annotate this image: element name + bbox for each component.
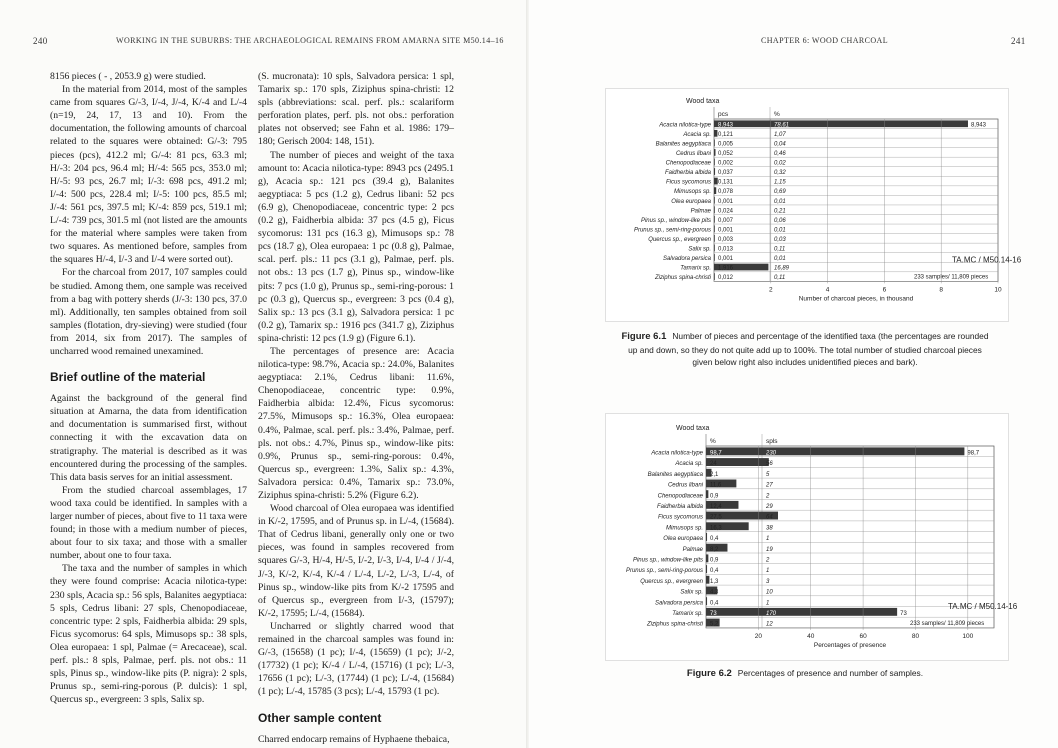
- category-label: Olea europaea: [671, 198, 711, 205]
- site-annotation: TA.MC / M50.14-16: [948, 601, 1018, 611]
- value-label: 0,04: [774, 141, 786, 148]
- bar: [706, 447, 964, 455]
- category-label: Chenopodiaceae: [657, 493, 703, 500]
- value-label: 0,01: [774, 198, 786, 205]
- column-header: %: [710, 438, 716, 445]
- value-label: 0,11: [774, 275, 786, 282]
- value-label: 0,005: [718, 141, 734, 148]
- paragraph: Against the background of the general find situation at Amarna, the data from identification and documentation is summarised first, without connecting it with the excavation data on stratigraphy. The material is described as it was encountered during the processing of the samples. This data basis serves for an initial assessment.: [50, 393, 247, 483]
- category-label: Faidherbia albida: [656, 504, 703, 510]
- figure-label: Figure 6.1: [621, 331, 667, 342]
- value-label: 1,916: [718, 265, 734, 272]
- category-label: Quercus sp., evergreen: [640, 578, 703, 585]
- paragraph: Uncharred or slightly charred wood that remained in the charcoal samples was found in: G/-3, (15658) (1 pc); I/-4, (15659) (1 pc); J/-2, (17732) (1 pc); K/-4 / L/-4, (15716) (1 pc); L/-3, 17656 (1 pc); L/-3, (17744) (1 pc); L/-4, (15684) (1 pc); L/-4, 15785 (3 pcs); L/-4, 15793 (1 pc).: [258, 620, 454, 698]
- section-heading: Other sample content: [258, 710, 382, 725]
- value-label: 0,007: [718, 217, 734, 224]
- text-column-1: [50, 70, 247, 706]
- bar-end-label: 73: [900, 611, 907, 617]
- plot-area: [706, 446, 994, 628]
- category-label: Ficus sycomorus: [657, 514, 703, 521]
- category-label: Acacia sp.: [683, 131, 711, 138]
- figure-6-1-frame: [605, 88, 1022, 322]
- bar: [714, 254, 715, 261]
- value-label: 0,001: [718, 227, 734, 234]
- value-label: 27,5: [710, 514, 722, 521]
- value-label: 0,4: [710, 536, 719, 543]
- running-head-left: WORKING IN THE SUBURBS: THE ARCHAEOLOGICAL REMAINS FROM AMARNA SITE M50.14–16: [116, 36, 504, 45]
- figure-6-1-chart: [606, 89, 1022, 321]
- x-tick-label: 2: [768, 286, 773, 294]
- paragraph: For the charcoal from 2017, 107 samples could be studied. Among them, one sample was received from a bag with pottery sherds (J/-3: 130 pcs, 37.0 ml). Additionally, ten samples obtained from soil samples (flotation, dry-sieving) were studied (four from 2014, six from 2017). The samples of uncharred wood remained unexamined.: [50, 267, 247, 357]
- value-label: 24: [710, 461, 717, 468]
- x-axis-label: Percentages of presence: [813, 641, 887, 649]
- value-label: 1: [766, 568, 770, 575]
- paragraph: Charred endocarp remains of Hyphaene thebaica,: [258, 733, 450, 745]
- bar: [714, 130, 717, 137]
- value-label: 0,03: [774, 236, 786, 243]
- category-label: Quercus sp., evergreen: [648, 236, 711, 243]
- category-label: Salvadora persica: [662, 256, 711, 263]
- category-label: Ziziphus spina-christi: [646, 621, 703, 628]
- value-label: 0,4: [710, 600, 719, 607]
- bar-end-label: 8,943: [970, 122, 986, 129]
- value-label: 1: [766, 536, 770, 543]
- paragraph: In the material from 2014, most of the samples came from squares G/-3, I/-4, J/-4, K/-4 and L/-4 (n=19, 24, 17, 13 and 10). From the documentation, the following amounts of charcoal related to the squares were obtained: G/-3: 795 pieces (pcs), 412.2 ml; G/-4: 81 pcs, 63.3 ml; H/-3: 204 pcs, 96.4 ml; H/-4: 565 pcs, 353.0 ml; H/-5: 93 pcs, 26.7 ml; I/-3: 698 pcs, 491.2 ml; I/-4: 500 pcs, 228.4 ml; I/-5: 100 pcs, 85.5 ml; J/-4: 561 pcs, 397.5 ml; K/-4: 859 pcs, 519.1 ml; L/-4: 739 pcs, 301.5 ml (not listed are the amounts for the material where samples were taken from two squares. As mentioned before, samples from the squares H/-4, I/-3 and I/-4 were sorted out).: [50, 84, 247, 266]
- value-label: 0,001: [718, 256, 734, 263]
- x-tick-label: 8: [939, 286, 944, 294]
- value-label: 0,32: [774, 170, 786, 177]
- chart-title: Wood taxa: [686, 98, 720, 105]
- value-label: 2: [766, 557, 770, 564]
- value-label: 0,02: [774, 160, 786, 167]
- value-label: 38: [766, 525, 773, 532]
- category-label: Salvadora persica: [654, 600, 703, 607]
- bar: [706, 490, 708, 498]
- value-label: 0,9: [710, 557, 719, 564]
- value-label: 0,078: [718, 189, 734, 196]
- bar: [706, 554, 708, 562]
- value-label: 16,89: [774, 265, 790, 272]
- value-label: 98,7: [710, 450, 722, 457]
- value-label: 4,3: [710, 589, 719, 596]
- value-label: 0,01: [774, 256, 786, 263]
- paragraph: The percentages of presence are: Acacia nilotica-type: 98.7%, Acacia sp.: 24.0%, Balanites aegyptiaca: 2.1%, Cedrus libani: 11.6%, Chenopodiaceae, concentric type: 0.9%, Faidherbia albida: 12.4%, Ficus sycomorus: 27.5%, Mimusops sp.: 16.3%, Olea europaea: 0.4%, Palmae, scal. perf. pls.: 3.4%, Palmae, perf. pls. not obs.: 4.7%, Pinus sp., window-like pits: 0.9%, Prunus sp., semi-ring-porous: 0.4%, Quercus sp., evergreen: 1.3%, Salix sp.: 4.3%, Salvadora persica: 0.4%, Tamarix sp.: 73.0%, Ziziphus spina-christi: 5.2% (Figure 6.2).: [258, 345, 454, 501]
- x-tick-label: 100: [962, 632, 974, 640]
- value-label: 78,61: [774, 122, 790, 129]
- category-label: Acacia sp.: [675, 461, 703, 468]
- value-label: 0,11: [774, 246, 786, 253]
- value-label: 3: [766, 578, 770, 585]
- x-tick-label: 40: [807, 632, 815, 640]
- category-label: Mimusops sp.: [665, 525, 703, 532]
- value-label: 11,6: [710, 482, 722, 489]
- value-label: 19: [766, 546, 773, 553]
- bar-end-label: 98,7: [967, 450, 980, 457]
- figure-6-2-chart: [606, 414, 1018, 660]
- value-label: 2: [766, 493, 770, 500]
- category-label: Cedrus libani: [667, 482, 703, 489]
- bar: [714, 149, 715, 156]
- value-label: 1,07: [774, 131, 786, 138]
- bar: [706, 565, 707, 573]
- value-label: 0,013: [718, 246, 734, 253]
- value-label: 0,131: [718, 179, 734, 186]
- bar: [706, 533, 707, 541]
- category-label: Balanites aegyptiaca: [655, 141, 711, 148]
- category-label: Tamarix sp.: [672, 611, 703, 617]
- section-heading: Brief outline of the material: [50, 370, 206, 385]
- value-label: 0,002: [718, 160, 734, 167]
- category-label: Chenopodiaceae: [665, 160, 711, 167]
- value-label: 0,003: [718, 236, 734, 243]
- value-label: 0,69: [774, 189, 786, 196]
- paragraph: From the studied charcoal assemblages, 17 wood taxa could be identified. In samples with a larger number of pieces, about five to 11 taxa were found; in those with a medium number of pieces, about four to six taxa; and those with a smaller number, about one to four taxa.: [50, 484, 247, 562]
- value-label: 1: [766, 600, 770, 607]
- value-label: 10: [766, 589, 773, 596]
- figure-label: Figure 6.2: [686, 668, 732, 679]
- bar: [714, 140, 715, 147]
- paragraph: 8156 pieces ( - , 2053.9 g) were studied.: [50, 71, 206, 82]
- value-label: 0,01: [774, 227, 786, 234]
- bar: [714, 245, 715, 252]
- column-header: spls: [766, 438, 778, 445]
- category-label: Faidherbia albida: [664, 170, 711, 177]
- category-label: Ziziphus spina-christi: [654, 275, 711, 282]
- page-number-left: 240: [33, 36, 48, 46]
- value-label: 1,15: [774, 179, 786, 186]
- value-label: 5: [766, 471, 770, 478]
- value-label: 0,21: [774, 208, 786, 215]
- x-tick-label: 80: [911, 632, 920, 640]
- bar: [714, 273, 715, 280]
- bar: [714, 197, 715, 204]
- value-label: 170: [766, 611, 777, 617]
- category-label: Ficus sycomorus: [665, 179, 711, 186]
- value-label: 230: [766, 450, 777, 457]
- category-label: Prunus sp., semi-ring-porous: [633, 227, 711, 234]
- value-label: 5,2: [710, 621, 719, 628]
- value-label: 16,3: [710, 525, 722, 532]
- bar: [714, 168, 715, 175]
- category-label: Cedrus libani: [675, 151, 711, 157]
- category-label: Mimusops sp.: [673, 189, 711, 196]
- value-label: 1,3: [710, 578, 719, 585]
- figure-6-2-frame: [605, 413, 1018, 661]
- value-label: 0,9: [710, 493, 719, 500]
- category-label: Palmae: [682, 546, 703, 553]
- value-label: 0,4: [710, 568, 719, 575]
- paragraph: Wood charcoal of Olea europaea was identified in K/-2, 17595, and of Prunus sp. in L/-4, (15684). That of Cedrus libani, generally only one or two pieces, was found in samples recovered from squares G/-3, H/-4, H/-5, I/-2, I/-3, I/-4, I/-4 / J/-4, J/-3, K/-2, K/-4, K/-4 / L/-4, L/-2, L/-3, L/-4, of Pinus sp., window-like pits from K/-2 17595 and of Quercus sp., evergreen from I/-3, (15797); K/-2, 17595; L/-4, (15684).: [258, 503, 454, 619]
- value-label: 29: [766, 504, 773, 510]
- site-annotation: TA.MC / M50.14-16: [952, 255, 1022, 265]
- category-label: Pinus sp., window-like pits: [640, 217, 711, 224]
- category-label: Pinus sp., window-like pits: [632, 557, 703, 564]
- bar: [706, 576, 709, 584]
- bar: [714, 187, 716, 194]
- value-label: 64: [766, 514, 773, 521]
- category-label: Prunus sp., semi-ring-porous: [625, 568, 703, 575]
- figure-6-2-caption: [620, 667, 990, 681]
- x-tick-label: 60: [859, 632, 867, 640]
- value-label: 0,012: [718, 275, 734, 282]
- category-label: Olea europaea: [663, 536, 703, 543]
- x-axis-label: Number of charcoal pieces, in thousand: [798, 295, 914, 303]
- category-label: Salix sp.: [680, 589, 703, 596]
- paragraph: (S. mucronata): 10 spls, Salvadora persica: 1 spl, Tamarix sp.: 170 spls, Ziziphus spina-christi: 12 spls (abbreviations: scal. perf. pls.: scalariform perforation plates, perf. pls. not obs.: perforation plates not observed; see Fahn et al. 1986: 179–180; Gerisch 2004: 148, 151).: [258, 71, 454, 148]
- value-label: 2,1: [710, 471, 719, 478]
- bar: [714, 216, 715, 223]
- category-label: Balanites aegyptiaca: [647, 471, 703, 478]
- category-label: Acacia nilotica-type: [651, 450, 703, 457]
- sample-count-annotation: 233 samples/ 11,809 pieces: [914, 274, 989, 281]
- column-header: pcs: [718, 111, 729, 118]
- bar: [714, 235, 715, 242]
- value-label: 56: [766, 461, 773, 468]
- category-label: Salix sp.: [688, 246, 711, 253]
- value-label: 73: [710, 611, 717, 617]
- value-label: 27: [766, 482, 773, 489]
- running-head-right: CHAPTER 6: WOOD CHARCOAL: [761, 36, 889, 45]
- column-header: %: [774, 111, 780, 118]
- category-label: Tamarix sp.: [680, 265, 711, 272]
- sample-count-annotation: 233 samples/ 11,809 pieces: [910, 620, 985, 627]
- value-label: 0,037: [718, 170, 734, 177]
- value-label: 0,052: [718, 151, 734, 157]
- value-label: 0,06: [774, 217, 786, 224]
- category-label: Palmae: [690, 208, 711, 215]
- value-label: 0,001: [718, 198, 734, 205]
- bar: [714, 206, 715, 213]
- value-label: 8,2: [710, 546, 719, 553]
- caption-text: Percentages of presence and number of samples.: [737, 668, 924, 678]
- value-label: 0,024: [718, 208, 734, 215]
- chart-title: Wood taxa: [676, 425, 710, 432]
- bar: [714, 159, 715, 166]
- paragraph: The number of pieces and weight of the taxa amount to: Acacia nilotica-type: 8943 pcs (2495.1 g), Acacia sp.: 121 pcs (39.4 g), Balanites aegyptiaca: 5 pcs (1.2 g), Cedrus libani: 52 pcs (6.9 g), Chenopodiaceae, concentric type: 2 pcs (0.2 g), Faidherbia albida: 37 pcs (4.5 g), Ficus sycomorus: 131 pcs (16.3 g), Mimusops sp.: 78 pcs (18.7 g), Olea europaea: 1 pc (0.8 g), Palmae, scal. perf. pls.: 11 pcs (3.1 g), Palmae, perf. pls. not obs.: 13 pcs (1.7 g), Pinus sp., window-like pits: 7 pcs (1.0 g), Prunus sp., semi-ring-porous: 1 pc (0.3 g), Quercus sp., evergreen: 3 pcs (0.4 g), Salix sp.: 13 pcs (3.1 g), Salvadora persica: 1 pc (0.2 g), Tamarix sp.: 1916 pcs (341.7 g), Ziziphus spina-christi: 12 pcs (1.9 g) (Figure 6.1).: [258, 149, 454, 344]
- page-number-right: 241: [1011, 36, 1026, 46]
- text-column-2: [258, 70, 454, 746]
- x-tick-label: 10: [994, 286, 1002, 294]
- value-label: 8,943: [718, 122, 734, 129]
- caption-text: Number of pieces and percentage of the identified taxa (the percentages are rounded up and down, so they do not quite add up to 100%. The total number of studied charcoal pieces given below right also includes unidentified pieces and bark).: [628, 331, 989, 367]
- bar: [714, 225, 715, 232]
- bar: [706, 608, 897, 616]
- bar: [714, 120, 968, 127]
- value-label: 0,46: [774, 151, 786, 157]
- value-label: 12,4: [710, 504, 722, 510]
- x-tick-label: 6: [882, 286, 887, 294]
- x-tick-label: 20: [754, 632, 762, 640]
- bar: [706, 597, 707, 605]
- value-label: 12: [766, 621, 773, 628]
- figure-6-1-caption: [620, 330, 990, 369]
- x-tick-label: 4: [825, 286, 830, 294]
- value-label: 0,121: [718, 131, 734, 138]
- paragraph: The taxa and the number of samples in which they were found comprise: Acacia nilotica-type: 230 spls, Acacia sp.: 56 spls, Balanites aegyptiaca: 5 spls, Cedrus libani: 27 spls, Chenopodiaceae, concentric type: 2 spls, Faidherbia albida: 29 spls, Ficus sycomorus: 64 spls, Mimusops sp.: 38 spls, Olea europaea: 1 spl, Palmae (= Arecaceae), scal. perf. pls.: 8 spls, Palmae, perf. pls. not obs.: 11 spls, Pinus sp., window-like pits (P. nigra): 2 spls, Prunus sp., semi-ring-porous (P. dulcis): 1 spl, Quercus sp., evergreen: 3 spls, Salix sp.: [50, 563, 247, 706]
- category-label: Acacia nilotica-type: [659, 122, 711, 129]
